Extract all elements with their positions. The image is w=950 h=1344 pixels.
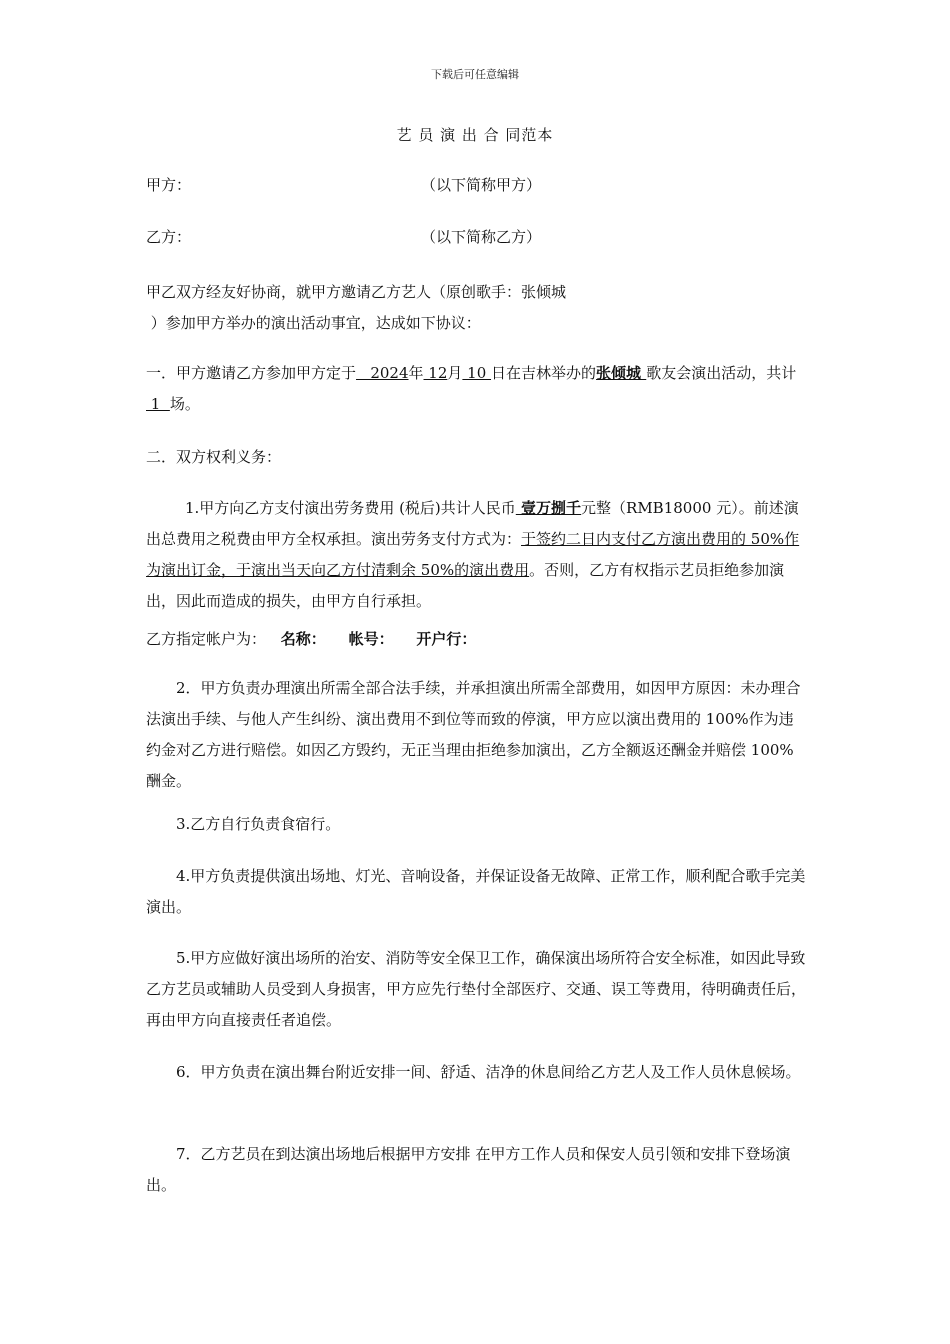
page-title: 艺 员 演 出 合 同范本	[396, 126, 554, 144]
item-1	[146, 493, 806, 617]
item-6: 6．甲方负责在演出舞台附近安排一间、舒适、洁净的休息间给乙方艺人及工作人员休息候场。	[176, 1063, 801, 1081]
item-5: 5.甲方应做好演出场所的治安、消防等安全保卫工作，确保演出场所符合安全标准，如因此导致乙方艺员或辅助人员受到人身损害，甲方应先行垫付全部医疗、交通、误工等费用，待明确责任后，再由甲方向直接责任者追偿。	[146, 949, 807, 1029]
account-name-label: 名称：	[280, 630, 326, 648]
item-4: 4.甲方负责提供演出场地、灯光、音响设备，并保证设备无故障、正常工作，顺利配合歌手完美演出。	[146, 867, 806, 916]
clause-1-year: 2024	[356, 364, 409, 382]
clause-1-prefix: 一．甲方邀请乙方参加甲方定于	[146, 364, 357, 382]
account-line	[146, 624, 806, 655]
intro-text-1: 甲乙双方经友好协商，就甲方邀请乙方艺人（原创歌手：	[146, 283, 522, 301]
clause-1-day-unit: 日在吉林举办的	[491, 364, 597, 382]
account-number-label: 帐号：	[348, 630, 394, 648]
clause-1	[146, 358, 806, 420]
item-1-text-1: 1.甲方向乙方支付演出劳务费用 (税后)共计人民币	[185, 499, 516, 517]
clause-1-count-unit: 场。	[169, 395, 200, 413]
clause-1-suffix: 歌友会演出活动，共计	[646, 364, 797, 382]
intro-paragraph	[146, 277, 806, 339]
clause-1-year-unit: 年	[408, 364, 424, 382]
party-b-line	[146, 222, 806, 253]
intro-artist: 张倾城	[521, 283, 567, 301]
item-1-amount: 壹万捌千	[515, 499, 582, 517]
party-a-line	[146, 170, 806, 201]
clause-1-day: 10	[462, 364, 492, 382]
party-a-note: （以下简称甲方）	[421, 176, 542, 194]
header-note: 下载后可任意编辑	[431, 68, 519, 81]
clause-1-artist: 张倾城	[596, 364, 647, 382]
item-1-payment: 于签约二日内支付乙方演出费用的 50%作为演出订金，于演出当天向乙方付清剩余 50%的演出费用	[146, 530, 800, 579]
item-1-text-3: 。否则，乙方有权指示艺员拒绝参加演出，因此而造成的损失，由甲方自行承担。	[146, 561, 785, 610]
party-a-label: 甲方：	[146, 176, 192, 194]
clause-1-month-unit: 月	[447, 364, 463, 382]
account-bank-label: 开户行：	[416, 630, 477, 648]
clause-1-month: 12	[423, 364, 448, 382]
account-label: 乙方指定帐户为：	[146, 630, 267, 648]
item-3: 3.乙方自行负责食宿行。	[176, 815, 341, 833]
party-b-note: （以下简称乙方）	[421, 228, 542, 246]
item-1-text-2: 元整（RMB18000 元）。前述演出总费用之税费由甲方全权承担。演出劳务支付方式为：	[146, 499, 799, 548]
intro-text-2: ）参加甲方举办的演出活动事宜，达成如下协议：	[146, 314, 481, 332]
item-7: 7．乙方艺员在到达演出场地后根据甲方安排 在甲方工作人员和保安人员引领和安排下登场演出。	[146, 1145, 791, 1194]
party-b-label: 乙方：	[146, 228, 192, 246]
item-2: 2．甲方负责办理演出所需全部合法手续，并承担演出所需全部费用，如因甲方原因：未办理合法演出手续、与他人产生纠纷、演出费用不到位等而致的停演，甲方应以演出费用的 100%作为违约金对乙方进行赔偿。如因乙方毁约，无正当理由拒绝参加演出，乙方全额返还酬金并赔偿 100%酬金。	[146, 679, 801, 790]
clause-2-heading: 二．双方权利义务：	[146, 448, 282, 466]
clause-1-count: 1	[146, 395, 170, 413]
